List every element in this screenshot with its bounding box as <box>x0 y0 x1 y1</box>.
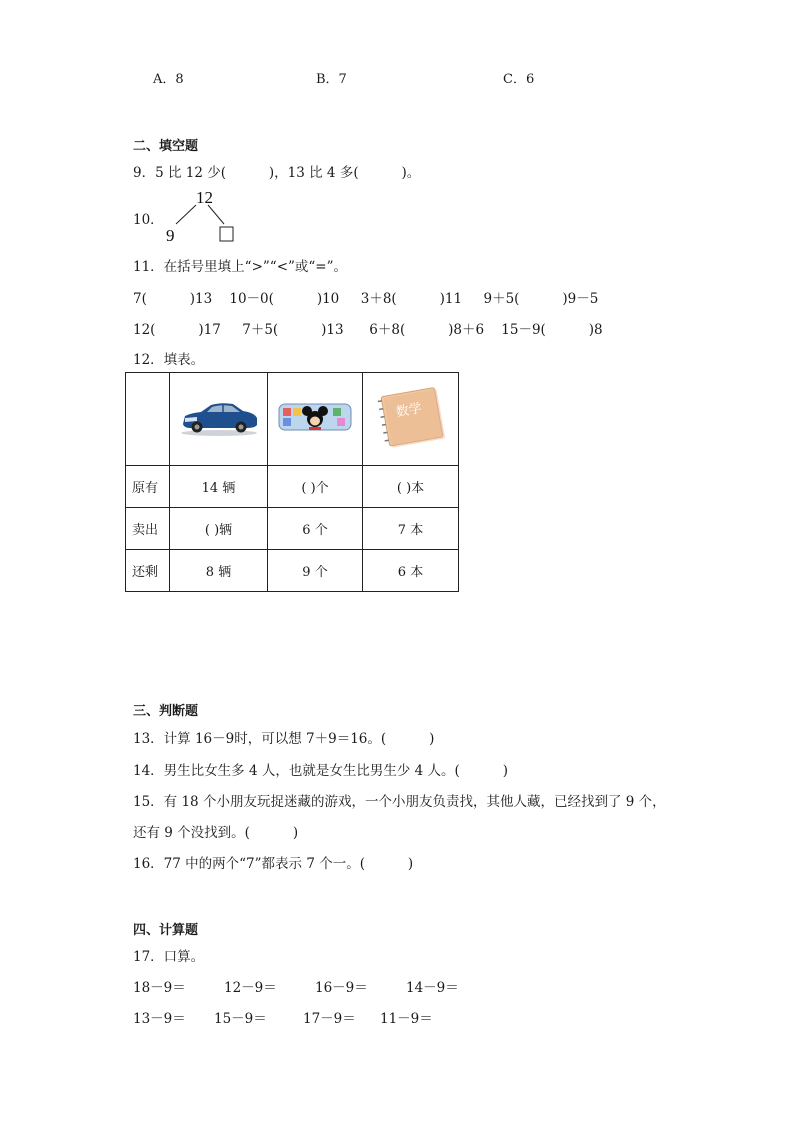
notebook-image-cell <box>363 373 459 466</box>
tree-top-number: 12 <box>196 188 213 207</box>
oral-calc-item: 13－9＝ <box>133 1011 186 1027</box>
oral-calc-item: 14－9＝ <box>406 980 459 996</box>
table-cell: 6 个 <box>268 508 363 550</box>
oral-calc-item: 16－9＝ <box>315 980 368 996</box>
car-image-cell <box>170 373 268 466</box>
table-row <box>126 508 459 550</box>
table-row <box>126 550 459 592</box>
table-cell: 9 个 <box>268 550 363 592</box>
oral-calc-item: 12－9＝ <box>224 980 277 996</box>
question-16: 16．77 中的两个“7”都表示 7 个一。( ) <box>133 856 414 872</box>
question-15-line-2: 还有 9 个没找到。( ) <box>133 825 299 841</box>
question-15-line-1: 15．有 18 个小朋友玩捉迷藏的游戏，一个小朋友负责找，其他人藏，已经找到了 9 个， <box>133 794 666 810</box>
pencil-case-image <box>277 401 353 433</box>
row-label: 还剩 <box>126 550 170 592</box>
table-cell: ( )本 <box>363 466 459 508</box>
option-b: B．7 <box>316 72 347 87</box>
question-11-row-2: 12( )17 7＋5( )13 6＋8( )8＋6 15－9( )8 <box>133 322 603 338</box>
question-17-title: 17．口算。 <box>133 949 205 965</box>
oral-calc-item: 15－9＝ <box>214 1011 267 1027</box>
table-cell: 7 本 <box>363 508 459 550</box>
table-cell: ( )辆 <box>170 508 268 550</box>
section-heading-judge: 三、判断题 <box>133 704 199 719</box>
row-label: 原有 <box>126 466 170 508</box>
oral-calc-item: 17－9＝ <box>303 1011 356 1027</box>
table-cell: ( )个 <box>268 466 363 508</box>
table-row <box>126 466 459 508</box>
table-cell: 6 本 <box>363 550 459 592</box>
question-11-row-1: 7( )13 10－0( )10 3＋8( )11 9＋5( )9－5 <box>133 291 599 307</box>
table-cell: 14 辆 <box>170 466 268 508</box>
section-heading-fill: 二、填空题 <box>133 139 199 154</box>
notebook-label: 数学 <box>394 401 423 421</box>
tree-answer-box <box>220 227 233 241</box>
table-header-row <box>126 373 459 466</box>
question-10-number: 10． <box>133 212 164 228</box>
car-image <box>177 396 261 438</box>
table-corner-cell <box>126 373 170 466</box>
question-9: 9．5 比 12 少( )，13 比 4 多( )。 <box>133 165 421 181</box>
table-cell: 8 辆 <box>170 550 268 592</box>
question-12-title: 12．填表。 <box>133 352 205 368</box>
section-heading-calc: 四、计算题 <box>133 923 199 938</box>
number-decomposition-diagram <box>158 186 248 246</box>
tree-left-number: 9 <box>166 226 175 245</box>
option-a: A．8 <box>153 72 184 87</box>
oral-calc-item: 11－9＝ <box>380 1011 433 1027</box>
tree-right-branch <box>208 205 224 224</box>
row-label: 卖出 <box>126 508 170 550</box>
question-11-title: 11．在括号里填上“>”“<”或“=”。 <box>133 259 348 275</box>
fill-table <box>125 372 459 592</box>
option-c: C．6 <box>503 72 535 87</box>
notebook-image <box>375 386 447 448</box>
pencil-case-image-cell <box>268 373 363 466</box>
oral-calc-item: 18－9＝ <box>133 980 186 996</box>
question-13: 13．计算 16－9时，可以想 7＋9＝16。( ) <box>133 731 435 747</box>
question-14: 14．男生比女生多 4 人，也就是女生比男生少 4 人。( ) <box>133 763 508 779</box>
tree-left-branch <box>176 205 196 224</box>
